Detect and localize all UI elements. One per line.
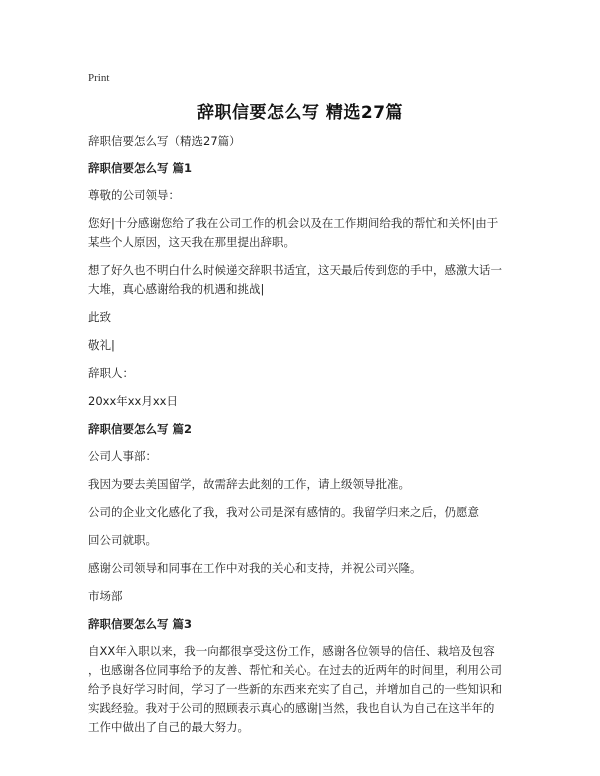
paragraph [88,308,518,327]
paragraph [88,475,518,494]
section-heading: 辞职信要怎么写 篇1 [88,161,193,175]
paragraph [88,364,518,383]
text-line: 辞职人： [88,366,134,380]
paragraph [88,531,518,550]
text-line: 大堆，真心感谢给我的机遇和挑战| [88,282,265,296]
paragraph [88,214,518,252]
text-line: 此致 [88,310,111,324]
text-line: 回公司就职。 [88,533,157,547]
text-line: 自XX年入职以来，我一向都很享受这份工作，感谢各位领导的信任、栽培及包容 [88,644,495,658]
section-heading: 辞职信要怎么写 篇3 [88,617,193,631]
paragraph [88,186,518,205]
section-heading: 辞职信要怎么写 篇2 [88,422,193,436]
text-line: 某些个人原因，这天我在那里提出辞职。 [88,235,295,249]
paragraph [88,392,518,411]
text-line: 公司的企业文化感化了我，我对公司是深有感情的。我留学归来之后，仍愿意 [88,505,479,519]
text-line: 给予良好学习时间，学习了一些新的东西来充实了自己，并增加自己的一些知识和 [88,682,502,696]
paragraph [88,587,518,606]
text-line: 市场部 [88,589,123,603]
paragraph [88,336,518,355]
text-line: 尊敬的公司领导： [88,188,180,202]
text-line: 感谢公司领导和同事在工作中对我的关心和支持，并祝公司兴隆。 [88,561,422,575]
text-line: ，也感谢各位同事给予的友善、帮忙和关心。在过去的近两年的时间里，利用公司 [88,663,502,677]
paragraph [88,261,518,299]
page-title: 辞职信要怎么写 精选27篇 [196,103,404,123]
print-label: Print [88,72,110,84]
text-line: 实践经验。我对于公司的照顾表示真心的感谢|当然，我也自认为自己在这半年的 [88,701,495,715]
text-line: 敬礼| [88,338,115,352]
document-body [88,132,518,743]
paragraph [88,559,518,578]
text-line: 我因为要去美国留学，故需辞去此刻的工作，请上级领导批准。 [88,477,410,491]
text-line: 20xx年xx月xx日 [88,394,178,408]
paragraph [88,503,518,522]
text-line: 您好|十分感谢您给了我在公司工作的机会以及在工作期间给我的帮忙和关怀|由于 [88,216,499,230]
paragraph [88,447,518,466]
document-subtitle: 辞职信要怎么写（精选27篇） [88,134,241,148]
text-line: 工作中做出了自己的最大努力。 [88,720,249,734]
text-line: 想了好久也不明白什么时候递交辞职书适宜，这天最后传到您的手中，感激大话一 [88,263,502,277]
text-line: 公司人事部： [88,449,157,463]
paragraph [88,642,518,737]
